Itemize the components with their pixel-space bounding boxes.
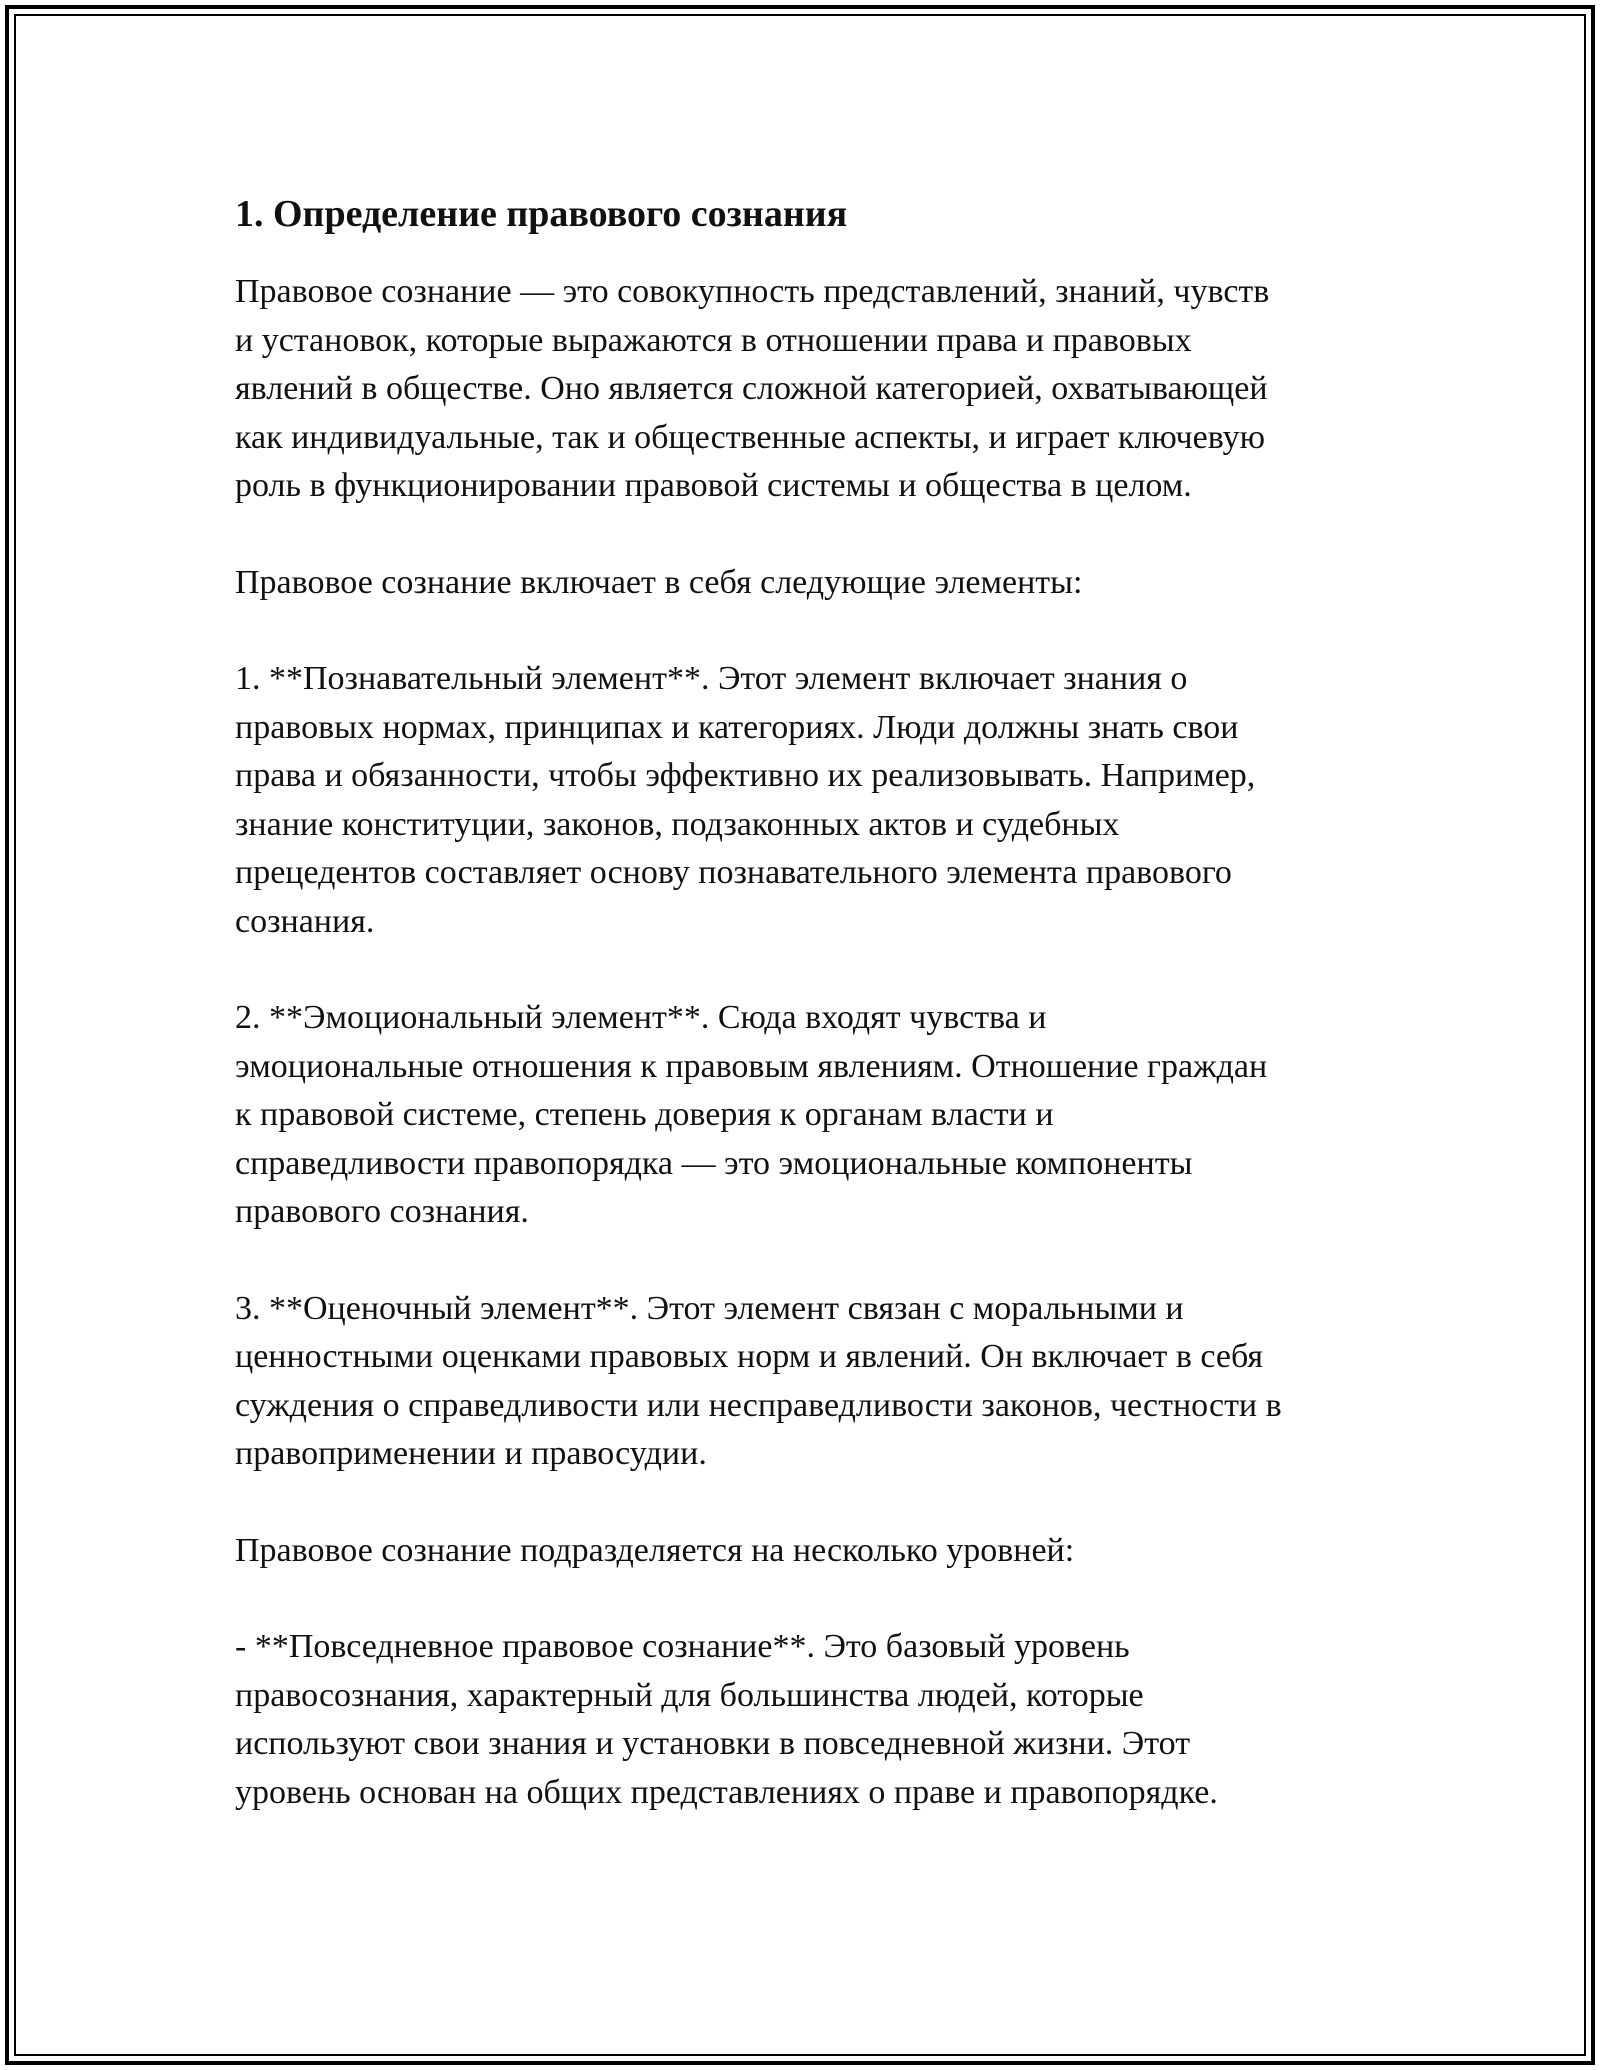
paragraph-elements-intro: Правовое сознание включает в себя следующие элементы: — [235, 563, 1083, 601]
document-body — [235, 182, 1385, 1865]
paragraph-evaluative-element: 3. **Оценочный элемент**. Этот элемент связан с моральными и ценностными оценками правовых норм и явлений. Он включает в себя суждения о справедливости или несправедливости законов, честности в правоприменении и правосудии. — [235, 1289, 1282, 1472]
paragraph-emotional-element: 2. **Эмоциональный элемент**. Сюда входят чувства и эмоциональные отношения к правовым явлениям. Отношение граждан к правовой системе, степень доверия к органам власти и справедливости правопорядка — это эмоциональные компоненты правового сознания. — [235, 999, 1268, 1230]
paragraph-definition: Правовое сознание — это совокупность представлений, знаний, чувств и установок, которые выражаются в отношении права и правовых явлений в обществе. Оно является сложной категорией, охватывающей как индивидуальные, так и общественные аспекты, и играет ключевую роль в функционировании правовой системы и общества в целом. — [235, 273, 1270, 504]
paragraph-everyday-level: - **Повседневное правовое сознание**. Это базовый уровень правосознания, характерный для большинства людей, которые используют свои знания и установки в повседневной жизни. Этот уровень основан на общих представлениях о праве и правопорядке. — [235, 1628, 1218, 1811]
section-heading: 1. Определение правового сознания — [235, 193, 848, 235]
paragraph-cognitive-element: 1. **Познавательный элемент**. Этот элемент включает знания о правовых нормах, принципах и категориях. Люди должны знать свои права и обязанности, чтобы эффективно их реализовывать. Например, знание конституции, законов, подзаконных актов и судебных прецедентов составляет основу познавательного элемента правового сознания. — [235, 660, 1256, 940]
paragraph-levels-intro: Правовое сознание подразделяется на несколько уровней: — [235, 1531, 1075, 1569]
